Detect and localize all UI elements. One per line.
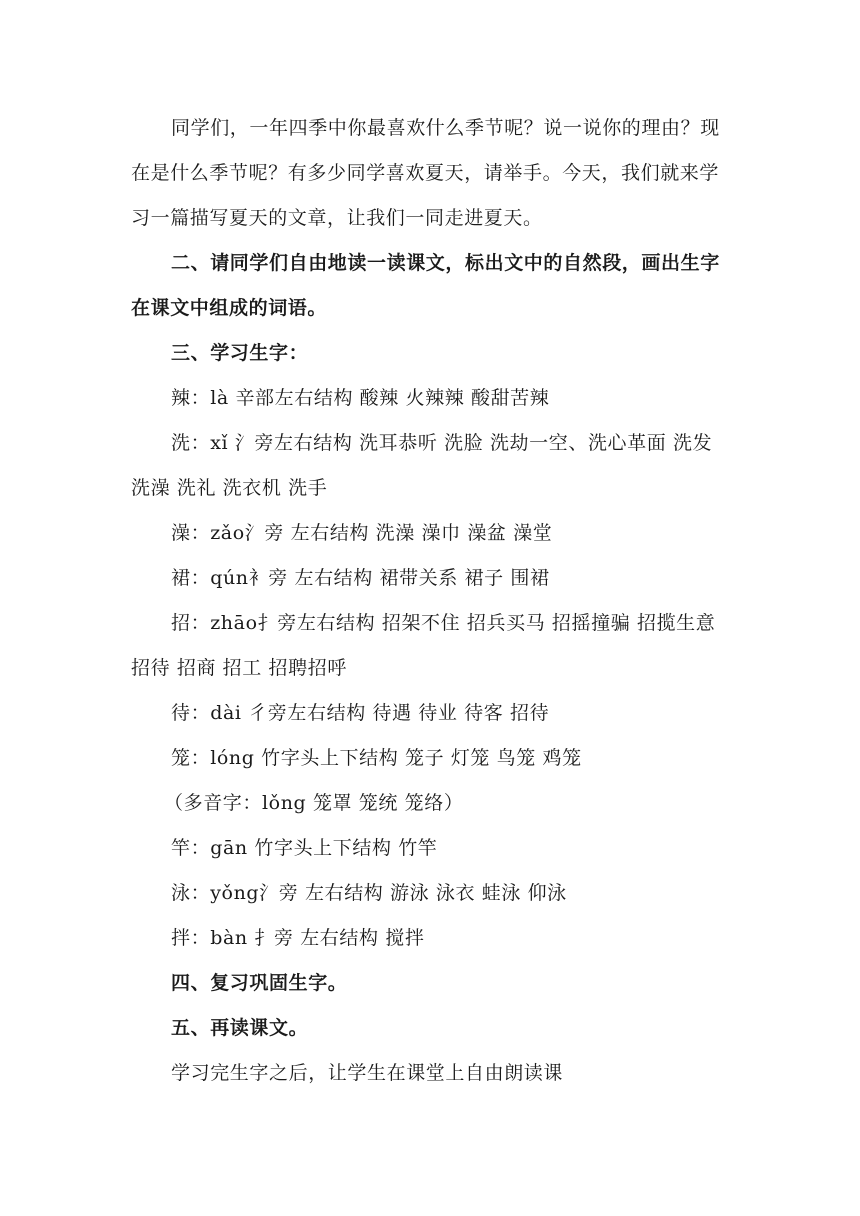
step-heading-3: 三、学习生字： [171, 342, 309, 364]
char-entry-qun: 裙：qún衤旁 左右结构 裙带关系 裙子 围裙 [171, 567, 550, 589]
intro-paragraph: 同学们，一年四季中你最喜欢什么季节呢？说一说你的理由？现在是什么季节呢？有多少同学喜欢夏天，请举手。今天，我们就来学习一篇描写夏天的文章，让我们一同走进夏天。 [131, 117, 720, 229]
char-entry-zao: 澡：zǎo氵旁 左右结构 洗澡 澡巾 澡盆 澡堂 [171, 522, 553, 544]
char-entry-dai: 待：dài 彳旁左右结构 待遇 待业 待客 招待 [171, 702, 550, 724]
char-entry-long-polyphone: （多音字：lǒng 笼罩 笼统 笼络） [164, 792, 464, 814]
char-entry-xi: 洗：xǐ 氵旁左右结构 洗耳恭听 洗脸 洗劫一空、洗心革面 洗发 洗澡 洗礼 洗衣机 洗手 [131, 432, 713, 499]
char-entry-la: 辣：là 辛部左右结构 酸辣 火辣辣 酸甜苦辣 [171, 387, 550, 409]
document-body [131, 106, 731, 1096]
char-entry-ban: 拌：bàn 扌旁 左右结构 搅拌 [171, 927, 425, 949]
char-entry-yong: 泳：yǒng氵旁 左右结构 游泳 泳衣 蛙泳 仰泳 [171, 882, 567, 904]
step-heading-4: 四、复习巩固生字。 [171, 972, 348, 994]
char-entry-gan: 竿：gān 竹字头上下结构 竹竿 [171, 837, 438, 859]
step-heading-2: 二、请同学们自由地读一读课文，标出文中的自然段，画出生字在课文中组成的词语。 [131, 252, 720, 319]
step-heading-5: 五、再读课文。 [171, 1017, 309, 1039]
char-entry-zhao: 招：zhāo扌旁左右结构 招架不住 招兵买马 招摇撞骗 招揽生意 招待 招商 招工 招聘招呼 [131, 612, 716, 679]
char-entry-long: 笼：lóng 竹字头上下结构 笼子 灯笼 鸟笼 鸡笼 [171, 747, 582, 769]
reread-paragraph: 学习完生字之后，让学生在课堂上自由朗读课 [171, 1062, 564, 1084]
